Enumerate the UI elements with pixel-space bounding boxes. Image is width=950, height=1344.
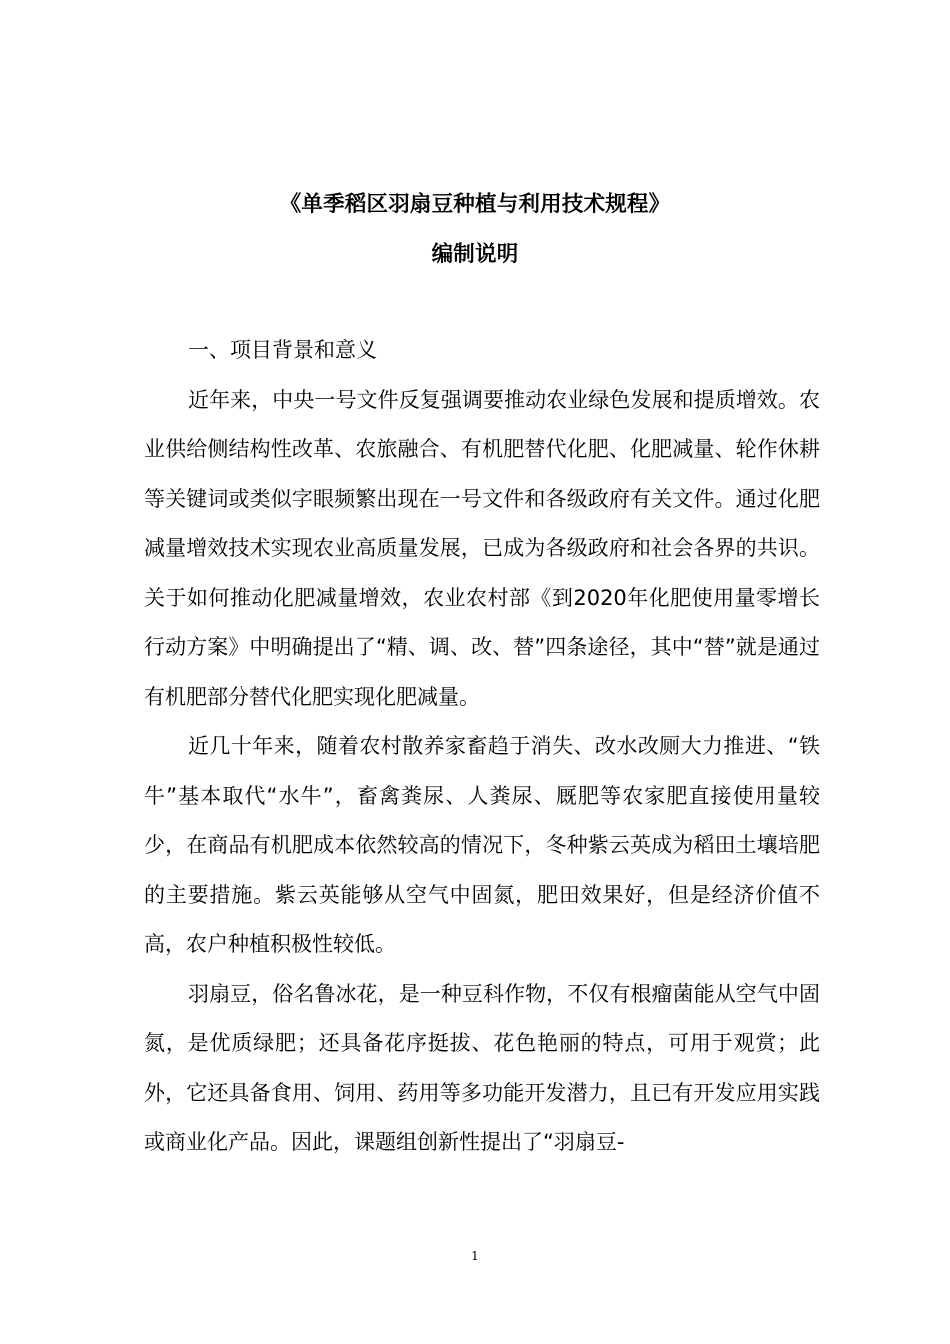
page-number: 1 — [471, 1249, 479, 1263]
document-body — [144, 326, 820, 1168]
document-subtitle: 编制说明 — [431, 242, 519, 267]
paragraph-1: 近年来，中央一号文件反复强调要推动农业绿色发展和提质增效。农业供给侧结构性改革、农旅融合、有机肥替代化肥、化肥减量、轮作休耕等关键词或类似字眼频繁出现在一号文件和各级政府有关文件。通过化肥减量增效技术实现农业高质量发展，已成为各级政府和社会各界的共识。关于如何推动化肥减量增效，农业农村部《到2020年化肥使用量零增长行动方案》中明确提出了“精、调、改、替”四条途径，其中“替”就是通过有机肥部分替代化肥实现化肥减量。 — [144, 387, 820, 709]
paragraph-2: 近几十年来，随着农村散养家畜趋于消失、改水改厕大力推进、“铁牛”基本取代“水牛”，畜禽粪尿、人粪尿、厩肥等农家肥直接使用量较少，在商品有机肥成本依然较高的情况下，冬种紫云英成为稻田土壤培肥的主要措施。紫云英能够从空气中固氮，肥田效果好，但是经济价值不高，农户种植积极性较低。 — [144, 734, 820, 956]
document-title: 《单季稻区羽扇豆种植与利用技术规程》 — [279, 192, 671, 217]
paragraph-3: 羽扇豆，俗名鲁冰花，是一种豆科作物，不仅有根瘤菌能从空气中固氮，是优质绿肥；还具备花序挺拔、花色艳丽的特点，可用于观赏；此外，它还具备食用、饲用、药用等多功能开发潜力，且已有开发应用实践或商业化产品。因此，课题组创新性提出了“羽扇豆- — [144, 981, 820, 1154]
title-block — [0, 180, 950, 280]
section-heading: 一、项目背景和意义 — [188, 338, 377, 362]
